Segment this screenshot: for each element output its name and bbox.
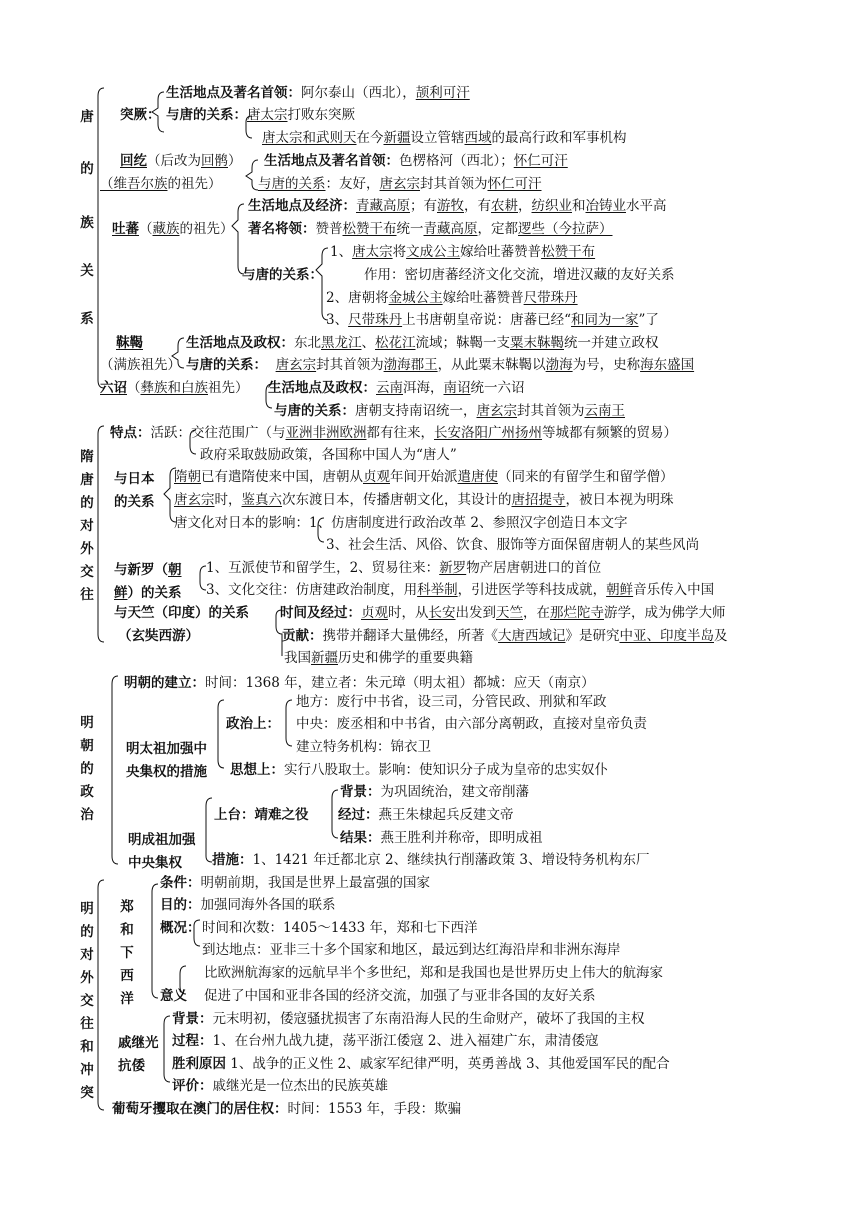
sixiang-line: 思想上：实行八股取士。影响：使知识分子成为皇帝的忠实奴仆 [230, 762, 608, 778]
mohe-ancestor: （满族祖先） [100, 357, 181, 373]
nanzhao-label: 六诏（彝族和白族祖先） [100, 380, 249, 396]
japan-line-2: 唐玄宗时，鉴真六次东渡日本，传播唐朝文化，其设计的唐招提寺，被日本视为明珠 [174, 492, 674, 508]
section4-side-title: 明 的 对 外 交 往 和 冲 突 [80, 901, 94, 1101]
jingguo-line: 经过：燕王朱棣起兵反建文帝 [338, 807, 514, 823]
beijing-line: 背景：为巩固统治，建文帝削藩 [340, 784, 529, 800]
tedian-line: 特点：活跃：交往范围广（与亚洲非洲欧洲都有往来，长安洛阳广州扬州等城都有频繁的贸易） [110, 425, 677, 441]
section1-side-title: 唐 的 族 关 系 [80, 109, 94, 327]
mohe-life: 生活地点及政权：东北黑龙江、松花江流域；靺鞨一支粟末靺鞨统一并建立政权 [186, 335, 659, 351]
mohe-relation: 与唐的关系： 唐玄宗封其首领为渤海郡王，从此粟末靺鞨以渤海为号，史称海东盛国 [186, 357, 695, 373]
japan-line-1: 隋朝已有遣隋使来中国，唐朝从贞观年间开始派遣唐使（同来的有留学生和留学僧） [174, 469, 674, 485]
tujue-relation-2: 唐太宗和武则天在今新疆设立管辖西域的最高行政和军事机构 [262, 130, 627, 146]
tubo-relation-1-effect: 作用：密切唐蕃经济文化交流，增进汉藏的友好关系 [364, 267, 675, 283]
zhenghe-overview-label: 概况： [160, 920, 201, 936]
tedian-line-2: 政府采取鼓励政策，各国称中国人为“唐人” [200, 447, 457, 463]
section3-side-title: 明 朝 的 政 治 [80, 715, 94, 823]
tianzhu-sub: （玄奘西游） [118, 628, 199, 644]
zhenghe-significance-2: 促进了中国和亚非各国的经济交流，加强了与亚非各国的友好关系 [204, 988, 596, 1004]
jieguo-line: 结果：燕王胜利并称帝，即明成祖 [340, 830, 543, 846]
tubo-relation-2: 2、唐朝将金城公主嫁给吐蕃赞普尺带珠丹 [326, 290, 578, 306]
zhenghe-significance-1: 比欧洲航海家的远航早半个多世纪，郑和是我国也是世界历史上伟大的航海家 [204, 965, 663, 981]
xinluo-line-2: 3、文化交往：仿唐建政治制度，用科举制，引进医学等科技成就，朝鲜音乐传入中国 [206, 582, 715, 598]
nanzhao-relation: 与唐的关系：唐朝支持南诏统一，唐玄宗封其首领为云南王 [274, 403, 625, 419]
tujue-label: 突厥： [120, 107, 161, 123]
japan-line-4: 3、社会生活、风俗、饮食、服饰等方面保留唐朝人的某些风尚 [326, 537, 700, 553]
tubo-life: 生活地点及经济：青藏高原；有游牧，有农耕，纺织业和冶铸业水平高 [248, 198, 667, 214]
ming-founding: 明朝的建立：时间：1368 年，建立者：朱元璋（明太祖）都城：应天（南京） [124, 675, 595, 691]
section2-side-title: 隋 唐 的 对 外 交 往 [80, 449, 94, 603]
cuoshi-line: 措施：1、1421 年迁都北京 2、继续执行削藩政策 3、增设特务机构东厂 [212, 852, 650, 868]
zhenghe-significance-label: 意义 [160, 988, 187, 1004]
qi-label: 戚继光 抗倭 [118, 1035, 159, 1074]
qi-evaluation: 评价：戚继光是一位杰出的民族英雄 [172, 1078, 388, 1094]
huihe-life: 生活地点及著名首领：色楞格河（西北）；怀仁可汗 [264, 153, 568, 169]
tujue-life: 生活地点及著名首领：阿尔泰山（西北），颉利可汗 [166, 85, 470, 101]
tianzhu-line-3: 我国新疆历史和佛学的重要典籍 [284, 650, 473, 666]
nanzhao-life: 生活地点及政权：云南洱海，南诏统一六诏 [268, 380, 525, 396]
tianzhu-line-1: 时间及经过：贞观时，从长安出发到天竺，在那烂陀寺游学，成为佛学大师 [280, 605, 726, 621]
zhenghe-label: 郑 和 下 西 洋 [120, 899, 134, 1007]
zhengzhi-local: 地方：废行中书省，设三司，分管民政、刑狱和军政 [296, 694, 607, 710]
xinluo-line-1: 1、互派使节和留学生，2、贸易往来：新罗物产居唐朝进口的首位 [206, 560, 602, 576]
tianzhu-line-2: 贡献：携带并翻译大量佛经，所著《大唐西域记》是研究中亚、印度半岛及 [282, 628, 728, 644]
huihe-label: 回纥（后改为回鹘） [120, 153, 242, 169]
huihe-relation: 与唐的关系：友好，唐玄宗封其首领为怀仁可汗 [258, 176, 542, 192]
tubo-relation-1: 1、唐太宗将文成公主嫁给吐蕃赞普松赞干布 [330, 244, 596, 260]
qi-process: 过程：1、在台州九战九捷，荡平浙江倭寇 2、进入福建广东，肃清倭寇 [172, 1033, 599, 1049]
xinluo-label: 与新罗（朝 鲜）的关系 [114, 562, 182, 601]
aomen-line: 葡萄牙攫取在澳门的居住权：时间：1553 年，手段：欺骗 [112, 1101, 462, 1117]
tubo-relation-3: 3、尺带珠丹上书唐朝皇帝说：唐蕃已经“和同为一家”了 [326, 312, 659, 328]
japan-line-3: 唐文化对日本的影响：1、仿唐制度进行政治改革 2、参照汉字创造日本文字 [174, 515, 628, 531]
huihe-ancestor: （维吾尔族的祖先） [100, 176, 222, 192]
qi-background: 背景：元末明初，倭寇骚扰损害了东南沿海人民的生命财产，破坏了我国的主权 [172, 1011, 645, 1027]
tubo-general: 著名将领：赞普松赞干布统一青藏高原，定都逻些（今拉萨） [248, 221, 613, 237]
japan-label: 与日本 的关系 [114, 471, 155, 510]
tubo-relation-label: 与唐的关系： [242, 267, 323, 283]
shangtai-label: 上台：靖难之役 [214, 807, 309, 823]
taizu-label: 明太祖加强中 央集权的措施 [126, 741, 207, 780]
chengzu-label: 明成祖加强 中央集权 [128, 832, 196, 871]
zhengzhi-secret: 建立特务机构：锦衣卫 [296, 739, 431, 755]
zhenghe-overview-2: 到达地点：亚非三十多个国家和地区，最远到达红海沿岸和非洲东海岸 [202, 942, 621, 958]
qi-reason: 胜利原因 1、战争的正义性 2、戚家军纪律严明，英勇善战 3、其他爱国军民的配合 [172, 1056, 670, 1072]
tujue-relation: 与唐的关系：唐太宗打败东突厥 [166, 107, 355, 123]
zhengzhi-label: 政治上： [226, 716, 280, 732]
zhenghe-condition: 条件：明朝前期，我国是世界上最富强的国家 [160, 875, 430, 891]
tianzhu-label: 与天竺（印度）的关系 [114, 605, 249, 621]
tubo-label: 吐蕃（藏族的祖先） [112, 221, 234, 237]
zhenghe-overview-1: 时间和次数：1405～1433 年，郑和七下西洋 [202, 920, 478, 936]
mohe-label: 靺鞨 [116, 335, 143, 351]
zhenghe-purpose: 目的：加强同海外各国的联系 [160, 897, 336, 913]
zhengzhi-central: 中央：废丞相和中书省，由六部分离朝政，直接对皇帝负责 [296, 716, 647, 732]
